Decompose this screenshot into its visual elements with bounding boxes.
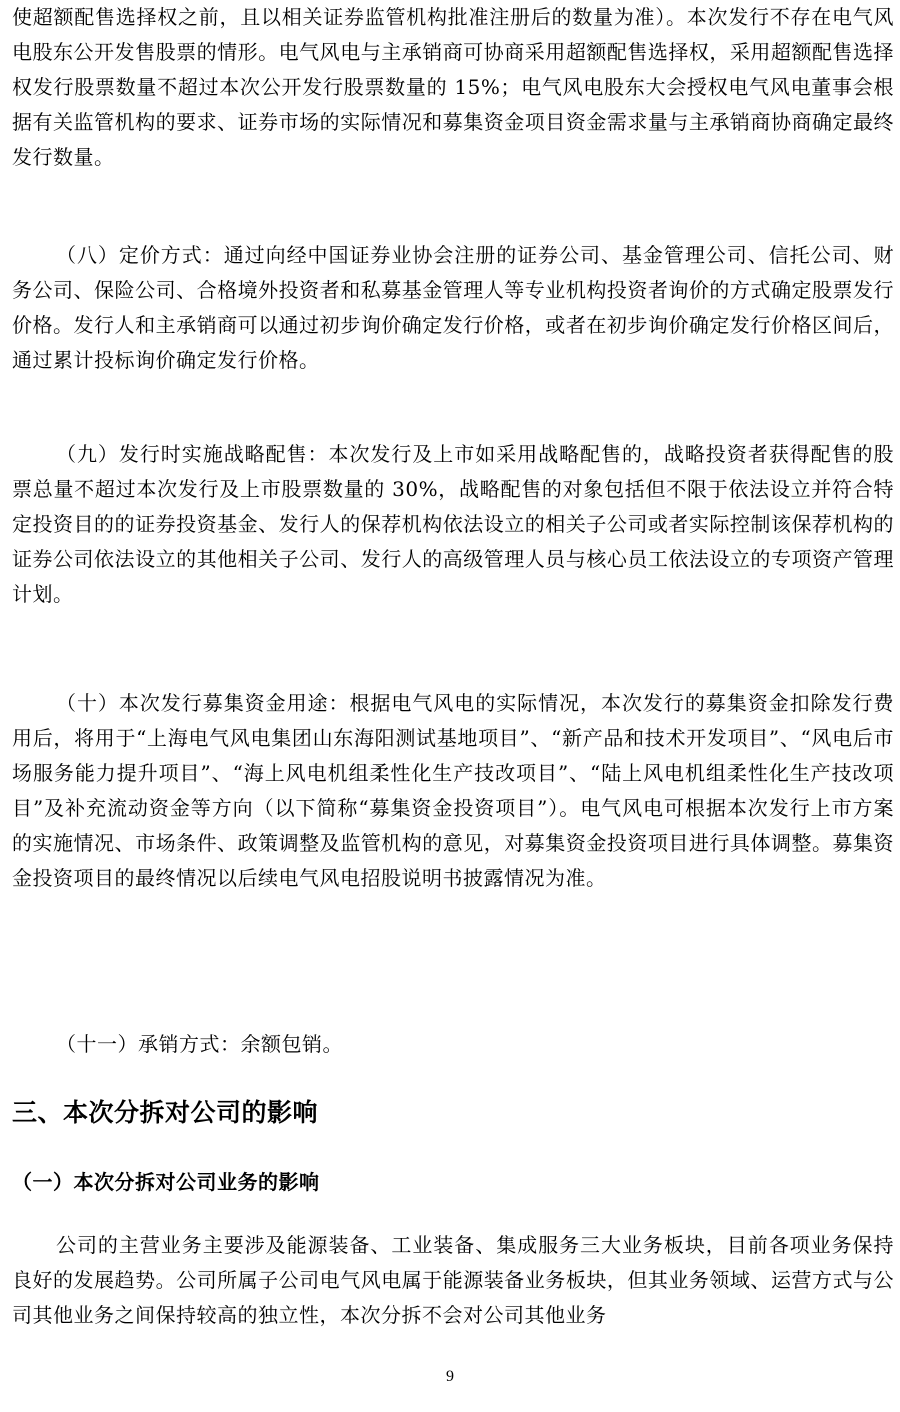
page-number: 9: [446, 1368, 454, 1385]
subsection-title: （一）本次分拆对公司业务的影响: [12, 1170, 320, 1194]
paragraph-proceeds-use: （十）本次发行募集资金用途：根据电气风电的实际情况，本次发行的募集资金扣除发行费用后，将用于“上海电气风电集团山东海阳测试基地项目”、“新产品和技术开发项目”、“风电后市场服务能力提升项目”、“海上风电机组柔性化生产技改项目”、“陆上风电机组柔性化生产技改项目”及补充流动资金等方向（以下简称“募集资金投资项目”）。电气风电可根据本次发行上市方案的实施情况、市场条件、政策调整及监管机构的意见，对募集资金投资项目进行具体调整。募集资金投资项目的最终情况以后续电气风电招股说明书披露情况为准。: [12, 691, 894, 890]
section-title: 三、本次分拆对公司的影响: [12, 1098, 319, 1127]
paragraph-pricing-method: （八）定价方式：通过向经中国证券业协会注册的证券公司、基金管理公司、信托公司、财务公司、保险公司、合格境外投资者和私募基金管理人等专业机构投资者询价的方式确定股票发行价格。发行人和主承销商可以通过初步询价确定发行价格，或者在初步询价确定发行价格区间后，通过累计投标询价确定发行价格。: [12, 243, 894, 372]
paragraph-overallotment: 使超额配售选择权之前，且以相关证券监管机构批准注册后的数量为准）。本次发行不存在电气风电股东公开发售股票的情形。电气风电与主承销商可协商采用超额配售选择权，采用超额配售选择权发行股票数量不超过本次公开发行股票数量的 15%；电气风电股东大会授权电气风电董事会根据有关监管机构的要求、证券市场的实际情况和募集资金项目资金需求量与主承销商协商确定最终发行数量。: [12, 5, 894, 169]
paragraph-business-impact: 公司的主营业务主要涉及能源装备、工业装备、集成服务三大业务板块，目前各项业务保持良好的发展趋势。公司所属子公司电气风电属于能源装备业务板块，但其业务领域、运营方式与公司其他业务之间保持较高的独立性，本次分拆不会对公司其他业务: [12, 1233, 894, 1327]
paragraph-underwriting: （十一）承销方式：余额包销。: [56, 1032, 343, 1056]
paragraph-strategic-placement: （九）发行时实施战略配售：本次发行及上市如采用战略配售的，战略投资者获得配售的股票总量不超过本次发行及上市股票数量的 30%，战略配售的对象包括但不限于依法设立并符合特定投资目的的证券投资基金、发行人的保荐机构依法设立的相关子公司或者实际控制该保荐机构的证券公司依法设立的其他相关子公司、发行人的高级管理人员与核心员工依法设立的专项资产管理计划。: [12, 442, 894, 606]
